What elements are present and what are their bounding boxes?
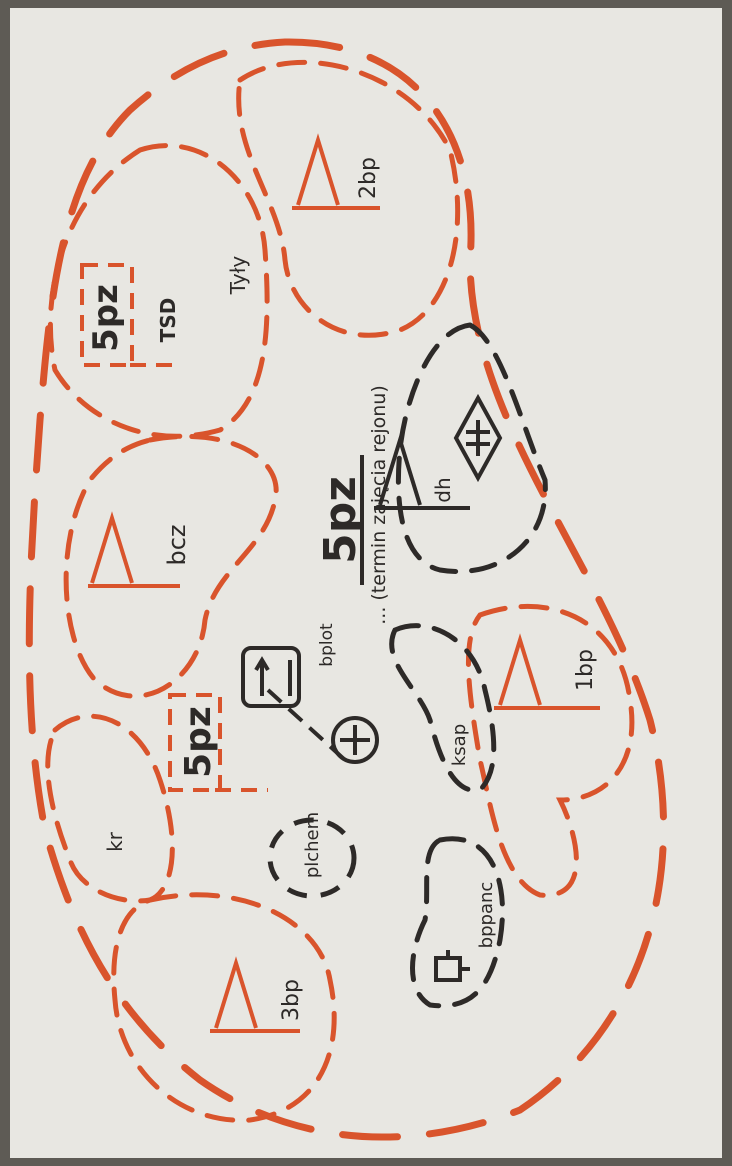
- label-tsd-unit: 5pz: [86, 284, 126, 352]
- label-main-unit: 5pz: [315, 476, 366, 564]
- label-1bp: 1bp: [573, 649, 598, 691]
- label-dh: dh: [431, 477, 455, 503]
- label-ksap: ksap: [449, 723, 470, 767]
- label-2bp: 2bp: [356, 157, 381, 199]
- label-3bp: 3bp: [279, 979, 304, 1021]
- label-tyty: Tyły: [226, 255, 250, 295]
- label-kr: kr: [103, 832, 127, 852]
- label-bplot: bplot: [317, 623, 337, 667]
- label-tsd: TSD: [156, 297, 180, 343]
- label-unit-center: 5pz: [178, 706, 219, 778]
- label-bcz: bcz: [163, 524, 191, 566]
- label-main-note: ... (termin zajęcia rejonu): [368, 385, 390, 625]
- label-plchem: plchem: [302, 811, 323, 879]
- label-bppanc: bppanc: [476, 881, 497, 949]
